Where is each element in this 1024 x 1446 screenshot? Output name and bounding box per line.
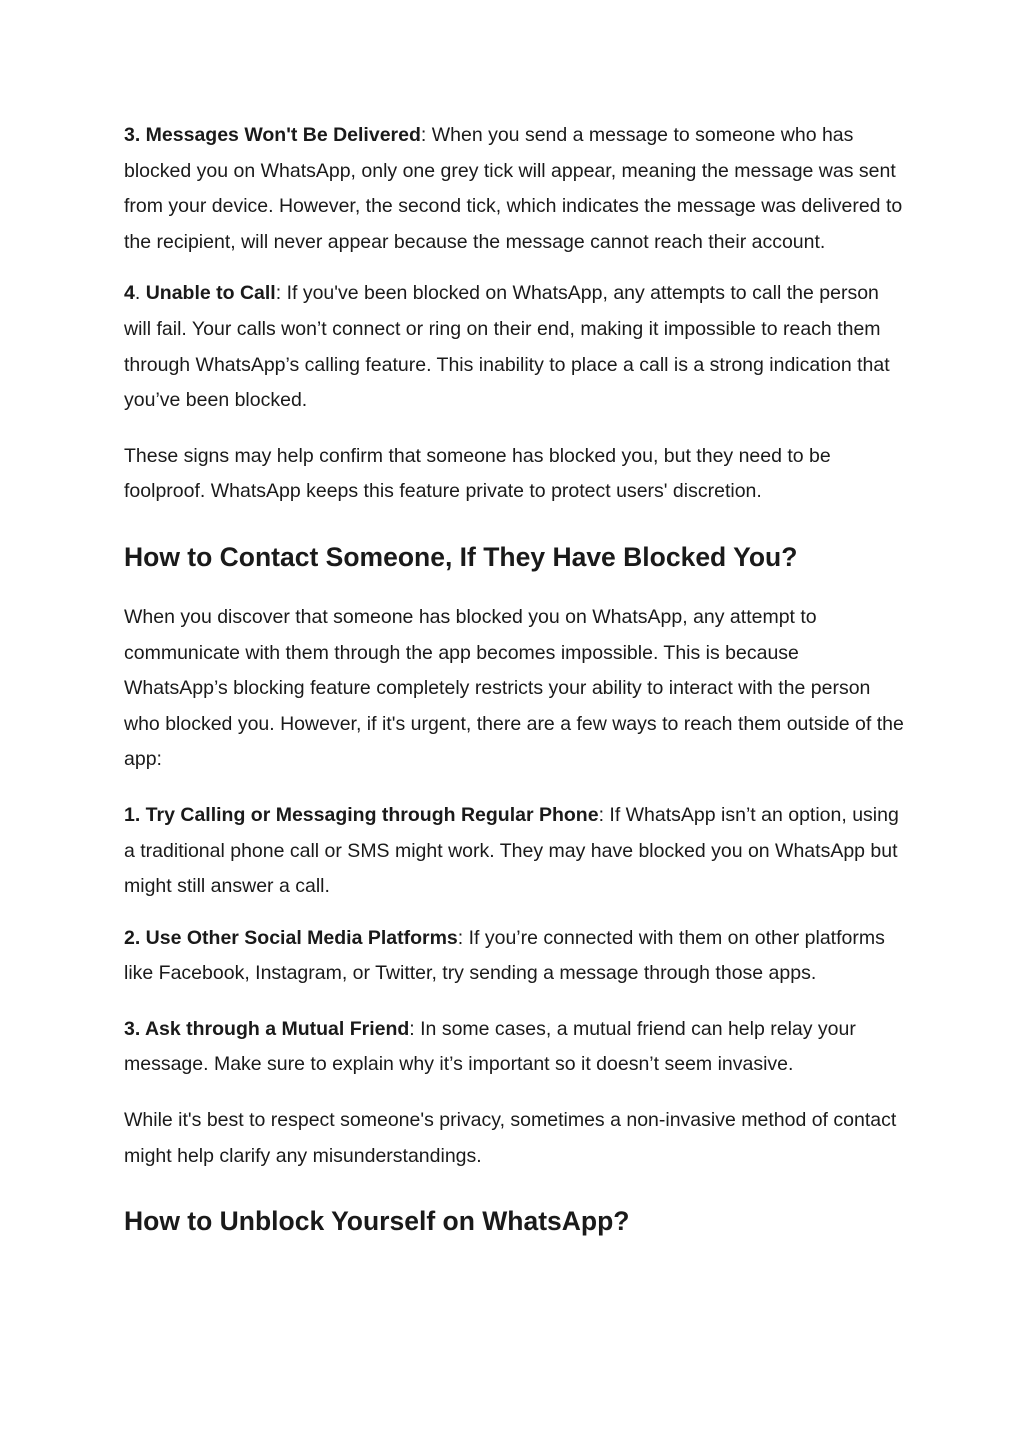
item-number: 4 <box>124 282 135 305</box>
item-label: 3. Ask through a Mutual Friend <box>124 1017 410 1040</box>
item-text: : If you’re connected with them on other platforms like Facebook, Instagram, or Twitter, try sending a message through those apps. <box>124 926 885 985</box>
contact-section-heading: How to Contact Someone, If They Have Blocked You? <box>124 541 798 572</box>
contact-closing-paragraph: While it's best to respect someone's privacy, sometimes a non-invasive method of contact might help clarify any misunderstandings. <box>124 1109 897 1167</box>
item-text: : When you send a message to someone who has blocked you on WhatsApp, only one grey tick will appear, meaning the message was sent from your device. However, the second tick, which indicates the message was delivered to the recipient, will never appear because the message cannot reach their account. <box>124 124 903 253</box>
item-text: : In some cases, a mutual friend can help relay your message. Make sure to explain why it’s important so it doesn’t seem invasive. <box>124 1017 856 1076</box>
item-label: 3. Messages Won't Be Delivered <box>124 124 421 146</box>
sign-item-unable-to-call <box>124 276 904 418</box>
item-text: : If you've been blocked on WhatsApp, any attempts to call the person will fail. Your calls won’t connect or ring on their end, making it impossible to reach them through WhatsApp’s calling feature. This inability to place a call is a strong indication that you’ve been blocked. <box>124 282 890 412</box>
sign-item-messages-not-delivered <box>124 118 904 260</box>
item-label: 1. Try Calling or Messaging through Regular Phone <box>124 803 599 826</box>
signs-summary-paragraph: These signs may help confirm that someone has blocked you, but they need to be foolproof. WhatsApp keeps this feature private to protect users' discretion. <box>124 444 831 503</box>
contact-intro-paragraph: When you discover that someone has blocked you on WhatsApp, any attempt to communicate with them through the app becomes impossible. This is because WhatsApp’s blocking feature completely restricts your ability to interact with the person who blocked you. However, if it's urgent, there are a few ways to reach them outside of the app: <box>124 605 904 771</box>
unblock-section-heading: How to Unblock Yourself on WhatsApp? <box>124 1206 630 1237</box>
document-page <box>124 118 904 1238</box>
item-label: Unable to Call <box>145 282 276 305</box>
contact-item-mutual-friend <box>124 1012 904 1083</box>
item-text: : If WhatsApp isn’t an option, using a traditional phone call or SMS might work. They may have blocked you on WhatsApp but might still answer a call. <box>124 803 899 898</box>
contact-item-regular-phone <box>124 798 904 905</box>
item-label: 2. Use Other Social Media Platforms <box>124 926 458 949</box>
contact-item-social-media <box>124 921 904 992</box>
item-separator: . <box>134 282 146 305</box>
